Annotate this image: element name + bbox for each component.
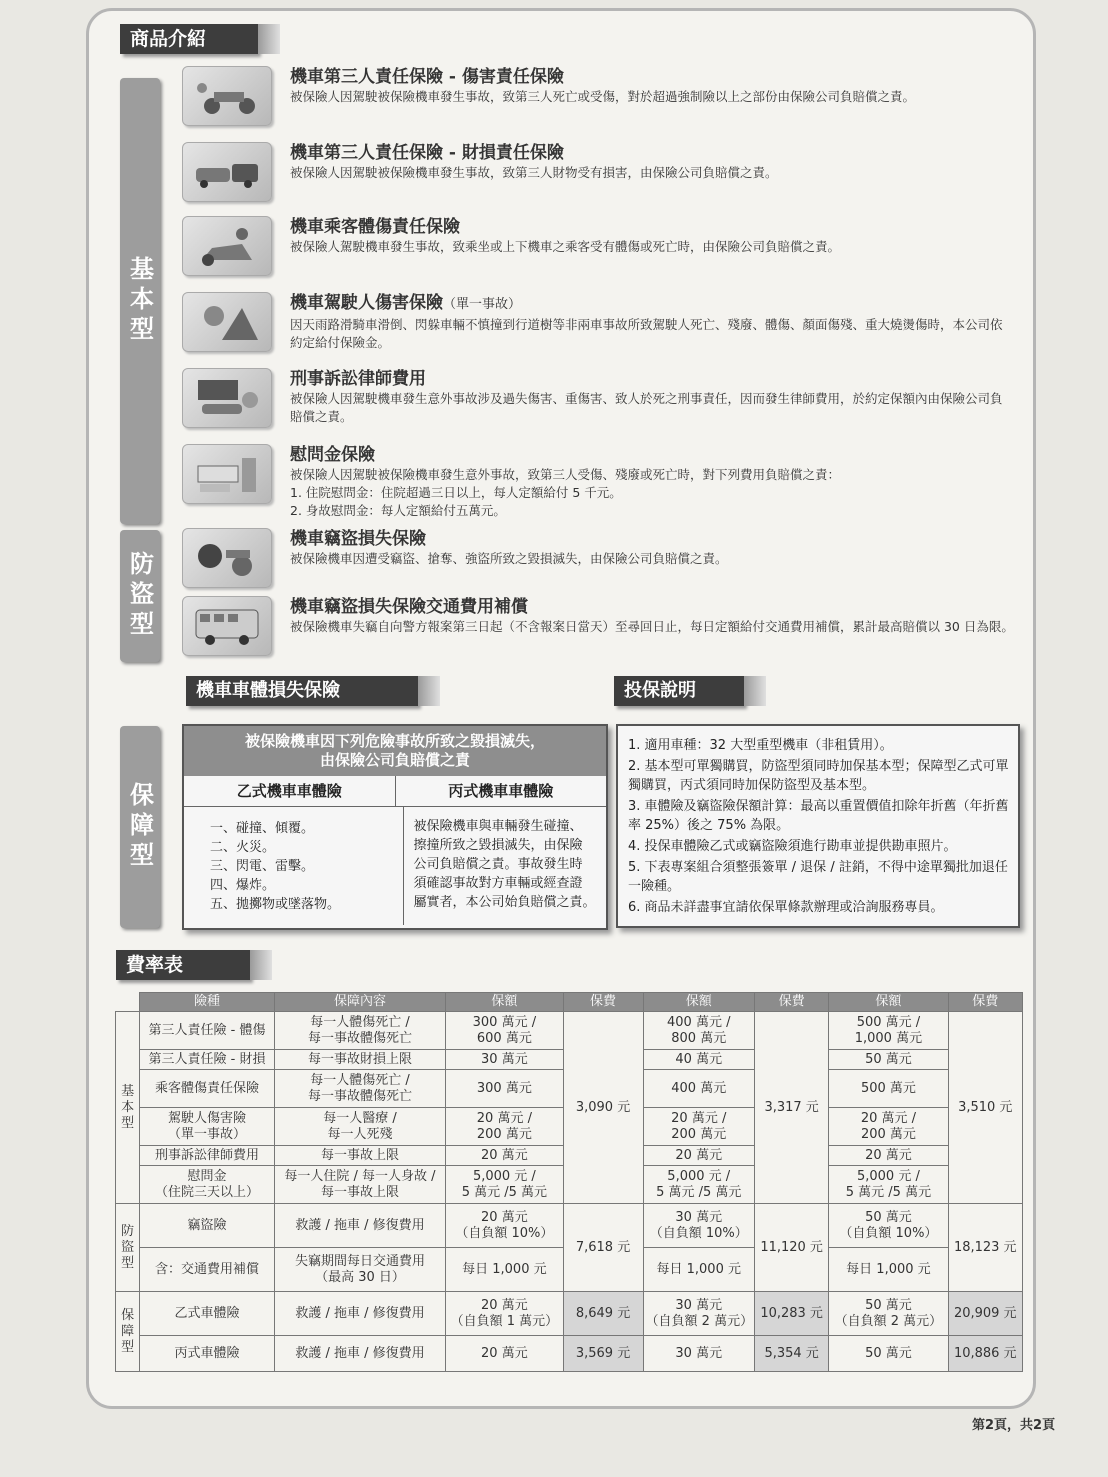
rate-amount-1: 20 萬元 (446, 1146, 563, 1166)
rate-amount-2: 30 萬元 （自負額 10%） (643, 1204, 754, 1248)
rate-content: 每一人體傷死亡 / 每一事故體傷死亡 (274, 1012, 446, 1050)
product-detail-line: 2. 身故慰問金：每人定額給付五萬元。 (290, 503, 506, 518)
section-banner-insure: 投保說明 (614, 676, 744, 706)
product-description: 被保險機車因遭受竊盜、搶奪、強盜所致之毀損滅失，由保險公司負賠償之責。 (290, 551, 728, 566)
product-text (290, 596, 1014, 636)
rate-amount-1: 5,000 元 / 5 萬元 /5 萬元 (446, 1166, 563, 1204)
col-c-header: 丙式機車車體險 (448, 782, 554, 800)
rate-amount-3: 500 萬元 (829, 1070, 948, 1108)
col-b-list (184, 807, 404, 925)
rate-amount-2: 30 萬元 (643, 1336, 754, 1372)
rate-amount-2: 30 萬元 （自負額 2 萬元） (643, 1292, 754, 1336)
rate-amount-3: 20 萬元 (829, 1146, 948, 1166)
rate-type: 刑事訴訟律師費用 (140, 1146, 274, 1166)
insure-note: 6. 商品未詳盡事宜請依保單條款辦理或洽詢服務專員。 (628, 900, 944, 915)
rate-amount-2: 40 萬元 (643, 1050, 754, 1070)
rate-amount-2: 20 萬元 / 200 萬元 (643, 1108, 754, 1146)
rate-amount-3: 每日 1,000 元 (829, 1248, 948, 1292)
product-title: 機車乘客體傷責任保險 (290, 217, 460, 237)
rate-content: 救護 / 拖車 / 修復費用 (274, 1336, 446, 1372)
body-panel-header (184, 726, 606, 776)
rate-content: 每一人住院 / 每一人身故 / 每一事故上限 (274, 1166, 446, 1204)
c-coverage-line: 公司負賠償之責。事故發生時 (413, 857, 583, 872)
group-basic: 基 本 型 (116, 1012, 140, 1204)
b-coverage-item: 三、閃電、雷擊。 (210, 859, 315, 874)
rate-premium-2: 5,354 元 (754, 1336, 828, 1372)
rate-premium-3: 20,909 元 (948, 1292, 1022, 1336)
insure-note: 1. 適用車種：32 大型重型機車（非租賃用）。 (628, 738, 893, 753)
product-description: 被保險機車失竊自向警方報案第三日起（不含報案日當天）至尋回日止，每日定額給付交通費用補償，累計最高賠償以 30 日為限。 (290, 619, 1014, 634)
rate-premium-2: 3,317 元 (754, 1012, 828, 1204)
rate-amount-3: 50 萬元 (829, 1050, 948, 1070)
section-banner-rate: 費率表 (116, 950, 250, 980)
product-text (290, 444, 1014, 520)
header-type: 險種 (140, 993, 274, 1012)
body-panel-col-headers (184, 776, 606, 807)
c-coverage-line: 須確認事故對方車輛或經查證 (413, 876, 583, 891)
rate-premium-1: 3,569 元 (563, 1336, 643, 1372)
rate-amount-1: 300 萬元 (446, 1070, 563, 1108)
thief-icon (182, 528, 272, 588)
rate-row (116, 1336, 1023, 1372)
insure-notes-panel (616, 724, 1020, 928)
rate-premium-2: 10,283 元 (754, 1292, 828, 1336)
col-b-header: 乙式機車車體險 (184, 776, 396, 806)
rate-amount-1: 每日 1,000 元 (446, 1248, 563, 1292)
product-text (290, 142, 1014, 182)
rate-amount-2: 400 萬元 / 800 萬元 (643, 1012, 754, 1050)
product-subtitle: （單一事故） (443, 297, 522, 312)
body-panel-head-line1: 被保險機車因下列危險事故所致之毀損滅失， (244, 732, 545, 750)
c-coverage-line: 擦撞所致之毀損滅失，由保險 (413, 838, 583, 853)
rate-type: 駕駛人傷害險 （單一事故） (140, 1108, 274, 1146)
group-protect: 保 障 型 (116, 1292, 140, 1372)
header-content: 保障內容 (274, 993, 446, 1012)
rate-row (116, 1292, 1023, 1336)
car-collision-icon (182, 142, 272, 202)
c-coverage-line: 屬實者，本公司始負賠償之責。 (413, 895, 596, 910)
rate-type: 乙式車體險 (140, 1292, 274, 1336)
rate-amount-3: 50 萬元 (829, 1336, 948, 1372)
body-coverage-panel (182, 724, 608, 930)
product-description: 被保險人因駕駛機車發生意外事故涉及過失傷害、重傷害、致人於死之刑事責任，因而發生律師費用，於約定保額內由保險公司負賠償之責。 (290, 391, 1003, 424)
motorcycle-accident-icon (182, 66, 272, 126)
rate-content: 每一事故財損上限 (274, 1050, 446, 1070)
rider-injury-icon (182, 292, 272, 352)
page-number: 第2頁，共2頁 (972, 1418, 1056, 1433)
b-coverage-item: 二、火災。 (210, 840, 276, 855)
rate-header-row (116, 993, 1023, 1012)
rate-amount-2: 每日 1,000 元 (643, 1248, 754, 1292)
rate-amount-1: 300 萬元 / 600 萬元 (446, 1012, 563, 1050)
side-tab-basic: 基本型 (120, 78, 160, 524)
rate-content: 每一人醫療 / 每一人死殘 (274, 1108, 446, 1146)
rate-row (116, 1204, 1023, 1248)
product-description: 被保險人因駕駛被保險機車發生意外事故，致第三人受傷、殘廢或死亡時，對下列費用負賠償之責： (290, 467, 841, 482)
product-title: 機車竊盜損失保險 (290, 529, 426, 549)
rate-premium-2: 11,120 元 (754, 1204, 828, 1292)
product-title: 機車竊盜損失保險交通費用補償 (290, 597, 528, 617)
b-coverage-item: 四、爆炸。 (210, 878, 276, 893)
rate-premium-3: 3,510 元 (948, 1012, 1022, 1204)
rate-content: 失竊期間每日交通費用 （最高 30 日） (274, 1248, 446, 1292)
corner-cell (116, 993, 140, 1012)
rate-amount-3: 500 萬元 / 1,000 萬元 (829, 1012, 948, 1050)
section-banner-product: 商品介紹 (120, 24, 258, 54)
product-description: 被保險人駕駛機車發生事故，致乘坐或上下機車之乘客受有體傷或死亡時，由保險公司負賠償之責。 (290, 239, 841, 254)
header-amount-2: 保額 (643, 993, 754, 1012)
rate-amount-3: 50 萬元 （自負額 2 萬元） (829, 1292, 948, 1336)
product-description: 被保險人因駕駛被保險機車發生事故，致第三人死亡或受傷，對於超過強制險以上之部份由保險公司負賠償之責。 (290, 89, 916, 104)
rate-amount-3: 20 萬元 / 200 萬元 (829, 1108, 948, 1146)
rate-amount-3: 5,000 元 / 5 萬元 /5 萬元 (829, 1166, 948, 1204)
rate-amount-2: 400 萬元 (643, 1070, 754, 1108)
rate-content: 救護 / 拖車 / 修復費用 (274, 1204, 446, 1248)
header-amount-3: 保額 (829, 993, 948, 1012)
insure-note: 5. 下表專案組合須整張簽單 / 退保 / 註銷，不得中途單獨批加退任一險種。 (628, 860, 1008, 894)
header-premium-1: 保費 (563, 993, 643, 1012)
rate-premium-1: 3,090 元 (563, 1012, 643, 1204)
body-panel-head-line2: 由保險公司負賠償之責 (319, 751, 470, 769)
product-description: 因天雨路滑騎車滑倒、閃躲車輛不慎撞到行道樹等非兩車事故所致駕駛人死亡、殘廢、體傷、顏面傷殘、重大燒燙傷時，本公司依約定給付保險金。 (290, 317, 1003, 350)
rate-premium-1: 7,618 元 (563, 1204, 643, 1292)
rate-type: 含：交通費用補償 (140, 1248, 274, 1292)
group-theft: 防 盜 型 (116, 1204, 140, 1292)
rate-amount-1: 20 萬元 (446, 1336, 563, 1372)
product-title: 機車駕駛人傷害保險（單一事故） (290, 293, 522, 313)
rate-amount-1: 20 萬元 （自負額 10%） (446, 1204, 563, 1248)
bus-icon (182, 596, 272, 656)
rate-amount-1: 20 萬元 / 200 萬元 (446, 1108, 563, 1146)
rate-amount-1: 30 萬元 (446, 1050, 563, 1070)
b-coverage-item: 五、拋擲物或墜落物。 (210, 897, 341, 912)
rate-table (115, 992, 1023, 1372)
gavel-icon (182, 368, 272, 428)
rate-premium-3: 18,123 元 (948, 1204, 1022, 1292)
product-description: 被保險人因駕駛被保險機車發生事故，致第三人財物受有損害，由保險公司負賠償之責。 (290, 165, 778, 180)
rate-type: 第三人責任險 - 體傷 (140, 1012, 274, 1050)
rate-premium-1: 8,649 元 (563, 1292, 643, 1336)
side-tab-theft: 防盜型 (120, 530, 160, 662)
header-premium-2: 保費 (754, 993, 828, 1012)
header-premium-3: 保費 (948, 993, 1022, 1012)
rate-type: 慰問金 （住院三天以上） (140, 1166, 274, 1204)
rate-amount-2: 5,000 元 / 5 萬元 /5 萬元 (643, 1166, 754, 1204)
hospital-bed-icon (182, 444, 272, 504)
product-text (290, 528, 1014, 568)
rate-premium-3: 10,886 元 (948, 1336, 1022, 1372)
rate-content: 救護 / 拖車 / 修復費用 (274, 1292, 446, 1336)
rate-amount-2: 20 萬元 (643, 1146, 754, 1166)
insure-note: 3. 車體險及竊盜險保額計算：最高以重置價值扣除年折舊（年折舊率 25%）後之 75% 為限。 (628, 799, 1009, 833)
rate-type: 乘客體傷責任保險 (140, 1070, 274, 1108)
product-title: 機車第三人責任保險 - 傷害責任保險 (290, 67, 564, 87)
b-coverage-item: 一、碰撞、傾覆。 (210, 821, 315, 836)
passenger-injury-icon (182, 216, 272, 276)
section-banner-body: 機車車體損失保險 (186, 676, 418, 706)
insure-note: 2. 基本型可單獨購買，防盜型須同時加保基本型；保障型乙式可單獨購買，丙式須同時加保防盜型及基本型。 (628, 759, 1009, 793)
side-tab-protect: 保障型 (120, 726, 160, 928)
rate-content: 每一事故上限 (274, 1146, 446, 1166)
product-detail-line: 1. 住院慰問金：住院超過三日以上，每人定額給付 5 千元。 (290, 485, 622, 500)
rate-row (116, 1012, 1023, 1050)
insure-note: 4. 投保車體險乙式或竊盜險須進行勘車並提供勘車照片。 (628, 839, 957, 854)
product-title: 機車第三人責任保險 - 財損責任保險 (290, 143, 564, 163)
rate-type: 丙式車體險 (140, 1336, 274, 1372)
product-text (290, 66, 1014, 106)
rate-type: 第三人責任險 - 財損 (140, 1050, 274, 1070)
product-text (290, 216, 1014, 256)
c-coverage-line: 被保險機車與車輛發生碰撞、 (413, 819, 583, 834)
product-text (290, 292, 1014, 352)
rate-amount-1: 20 萬元 （自負額 1 萬元） (446, 1292, 563, 1336)
product-title: 慰問金保險 (290, 445, 375, 465)
rate-type: 竊盜險 (140, 1204, 274, 1248)
header-amount-1: 保額 (446, 993, 563, 1012)
rate-content: 每一人體傷死亡 / 每一事故體傷死亡 (274, 1070, 446, 1108)
rate-amount-3: 50 萬元 （自負額 10%） (829, 1204, 948, 1248)
product-text (290, 368, 1014, 426)
col-c-text (404, 807, 607, 925)
product-title: 刑事訴訟律師費用 (290, 369, 426, 389)
insure-notes-list (618, 726, 1018, 917)
